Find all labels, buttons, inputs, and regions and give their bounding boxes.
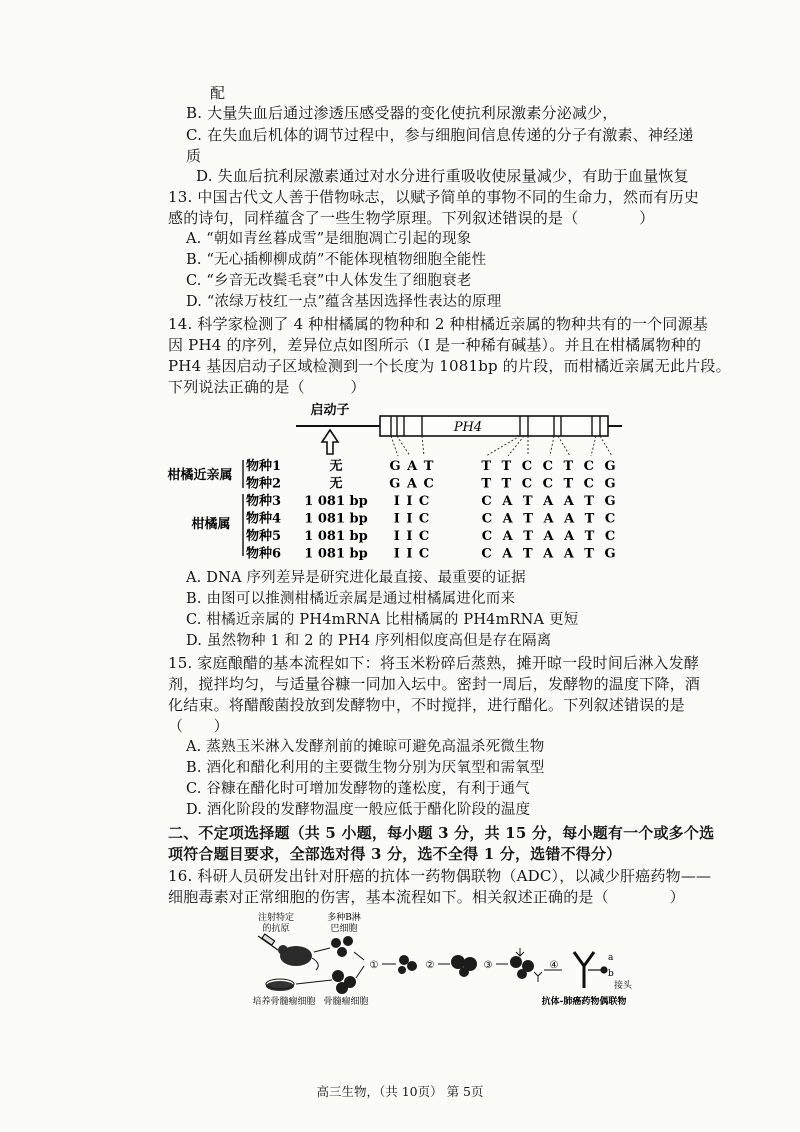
culture-label: 培养骨髓瘤细胞 bbox=[252, 997, 316, 1007]
fragment-length: 无 bbox=[329, 459, 343, 474]
q12-option-d: D. 失血后抗利尿激素通过对水分进行重吸收使尿量减少，有助于血量恢复 bbox=[196, 167, 689, 185]
q15-stem-line1: 15. 家庭酿醋的基本流程如下：将玉米粉碎后蒸熟，摊开晾一段时间后淋入发酵 bbox=[168, 654, 700, 672]
sequence-site-1: G A C bbox=[389, 476, 435, 492]
species-label: 物种5 bbox=[246, 529, 282, 544]
sequence-site-2: C A T A A T G bbox=[481, 494, 619, 509]
q14-stem-line2: 因 PH4 的序列，差异位点如图所示（I 是一种稀有碱基）。并且在柑橘属物种的 bbox=[168, 336, 702, 354]
q13-option-a: A. “朝如青丝暮成雪”是细胞凋亡引起的现象 bbox=[186, 231, 472, 247]
sequence-site-2: T T C C T C G bbox=[481, 459, 619, 474]
sequence-site-1: I I C bbox=[393, 494, 431, 509]
label-b: b bbox=[608, 969, 614, 979]
sequence-site-1: I I C bbox=[393, 511, 431, 527]
ph4-gene-box bbox=[380, 416, 608, 436]
fragment-length: 1 081 bp bbox=[304, 511, 368, 527]
culture-dish-icon bbox=[266, 979, 294, 991]
species-label: 物种3 bbox=[246, 494, 282, 509]
page-footer: 高三生物，（共 10页） 第 5页 bbox=[316, 1084, 484, 1099]
q14-option-b: B. 由图可以推测柑橘近亲属是通过柑橘属进化而来 bbox=[186, 591, 516, 607]
q15-option-d: D. 酒化阶段的发酵物温度一般应低于醋化阶段的温度 bbox=[186, 802, 531, 818]
q15-stem-line3: 化结束。将醋酸菌投放到发酵物中，不时搅拌，进行醋化。下列叙述错误的是 bbox=[168, 696, 685, 714]
myeloma-cells-icon bbox=[332, 970, 356, 994]
bcell-label-2: 巴细胞 bbox=[330, 924, 358, 934]
q14-stem-line4: 下列说法正确的是（ ） bbox=[168, 378, 366, 396]
arrow-myeloma-to-step1 bbox=[356, 966, 364, 978]
sequence-site-2: C A T A A T C bbox=[481, 529, 619, 544]
q14-stem-line1: 14. 科学家检测了 4 种柑橘属的物种和 2 种柑橘近亲属的物种共有的一个同源基 bbox=[168, 315, 708, 333]
species-label: 物种6 bbox=[246, 546, 282, 562]
step-1-marker: ① bbox=[369, 960, 379, 971]
sequence-site-1: I I C bbox=[393, 546, 431, 562]
variant-leader-lines bbox=[391, 436, 612, 456]
step-3-marker: ③ bbox=[483, 960, 493, 971]
section2-heading-line2: 项符合题目要求，全部选对得 3 分，选不全得 1 分，选错不得分） bbox=[168, 845, 622, 863]
bcell-label-1: 多种B淋 bbox=[327, 913, 361, 923]
sequence-site-2: C A T A A T C bbox=[481, 511, 619, 527]
hybridoma-icon bbox=[451, 955, 477, 977]
arrow-dish-to-myeloma bbox=[296, 980, 332, 984]
q12-option-b: B. 大量失血后通过渗透压感受器的变化使抗利尿激素分泌减少， bbox=[186, 104, 618, 122]
adc-label: 抗体-肺癌药物偶联物 bbox=[541, 997, 627, 1007]
adc-icon bbox=[574, 952, 607, 988]
promoter-arrow-icon bbox=[322, 430, 338, 454]
ph4-gene-figure bbox=[0, 398, 800, 568]
q12-option-c-line1: C. 在失血后机体的调节过程中，参与细胞间信息传递的分子有激素、神经递 bbox=[186, 126, 694, 144]
sequence-site-2: T T C C T C G bbox=[481, 476, 619, 492]
inject-label: 注射特定 bbox=[257, 913, 295, 923]
q12-continuation: 配 bbox=[210, 84, 226, 102]
adc-flow-figure bbox=[236, 908, 656, 1018]
arrow-mouse-to-bcells bbox=[314, 948, 330, 952]
b-cells-icon bbox=[331, 936, 353, 957]
q13-stem-line2: 感的诗句，同样蕴含了一些生物学原理。下列叙述错误的是（ ） bbox=[168, 209, 655, 227]
q14-stem-line3: PH4 基因启动子区域检测到一个长度为 1081bp 的片段，而柑橘近亲属无此片段。 bbox=[168, 357, 731, 375]
myeloma-label: 骨髓瘤细胞 bbox=[323, 997, 369, 1007]
q15-option-c: C. 谷糠在醋化时可增加发酵物的蓬松度，有利于通气 bbox=[186, 781, 530, 797]
species-rows bbox=[246, 458, 619, 562]
species-label: 物种1 bbox=[246, 459, 282, 474]
species-label: 物种4 bbox=[246, 511, 282, 527]
mouse-icon bbox=[278, 945, 318, 970]
sequence-site-2: C A T A A T G bbox=[481, 546, 619, 562]
q15-option-a: A. 蒸熟玉米淋入发酵剂前的摊晾可避免高温杀死微生物 bbox=[186, 739, 545, 755]
species-label: 物种2 bbox=[246, 476, 282, 492]
group-label-citrus: 柑橘属 bbox=[191, 517, 231, 532]
sequence-site-1: I I C bbox=[393, 529, 431, 544]
arrow-bcells-to-step1 bbox=[354, 952, 364, 960]
q15-option-b: B. 酒化和醋化利用的主要微生物分别为厌氧型和需氧型 bbox=[186, 760, 545, 776]
fragment-length: 无 bbox=[329, 476, 343, 492]
label-a: a bbox=[608, 953, 614, 963]
q14-option-d: D. 虽然物种 1 和 2 的 PH4 序列相似度高但是存在隔离 bbox=[186, 633, 552, 649]
fragment-length: 1 081 bp bbox=[304, 529, 368, 544]
q13-option-d: D. “浓绿万枝红一点”蕴含基因选择性表达的原理 bbox=[186, 294, 502, 310]
promoter-label: 启动子 bbox=[310, 403, 350, 418]
group-label-relatives: 柑橘近亲属 bbox=[167, 468, 233, 483]
q16-stem-line1: 16. 科研人员研发出针对肝癌的抗体一药物偶联物（ADC），以减少肝癌药物—— bbox=[168, 867, 712, 885]
q13-option-c: C. “乡音无改鬓毛衰”中人体发生了细胞衰老 bbox=[186, 273, 472, 289]
q13-stem-line1: 13. 中国古代文人善于借物咏志，以赋予简单的事物不同的生命力，然而有历史 bbox=[168, 188, 700, 206]
step-2-marker: ② bbox=[425, 960, 435, 971]
q14-option-c: C. 柑橘近亲属的 PH4mRNA 比柑橘属的 PH4mRNA 更短 bbox=[186, 612, 579, 628]
q15-stem-line4: （ ） bbox=[168, 717, 229, 735]
step-4-marker: ④ bbox=[549, 960, 559, 971]
linker-label: 接头 bbox=[614, 981, 633, 991]
syringe-icon bbox=[258, 934, 278, 950]
gene-name-label: PH4 bbox=[453, 420, 483, 435]
sequence-site-1: G A T bbox=[389, 459, 435, 474]
q14-option-a: A. DNA 序列差异是研究进化最直接、最重要的证据 bbox=[186, 570, 526, 586]
fragment-length: 1 081 bp bbox=[304, 494, 368, 509]
antibody-cells-icon bbox=[510, 956, 534, 979]
section2-heading-line1: 二、不定项选择题（共 5 小题，每小题 3 分，共 15 分，每小题有一个或多个选 bbox=[168, 824, 715, 842]
q12-option-c-line2: 质 bbox=[186, 147, 202, 165]
fragment-length: 1 081 bp bbox=[304, 546, 368, 562]
q13-option-b: B. “无心插柳柳成荫”不能体现植物细胞全能性 bbox=[186, 252, 487, 268]
q16-stem-line2: 细胞毒素对正常细胞的伤害，基本流程如下。相关叙述正确的是（ ） bbox=[168, 888, 685, 906]
q15-stem-line2: 剂，搅拌均匀，与适量谷糠一同加入坛中。密封一周后，发酵物的温度下降，酒 bbox=[168, 675, 701, 693]
antigen-label: 的抗原 bbox=[262, 924, 290, 934]
fused-cells-icon bbox=[398, 955, 417, 974]
